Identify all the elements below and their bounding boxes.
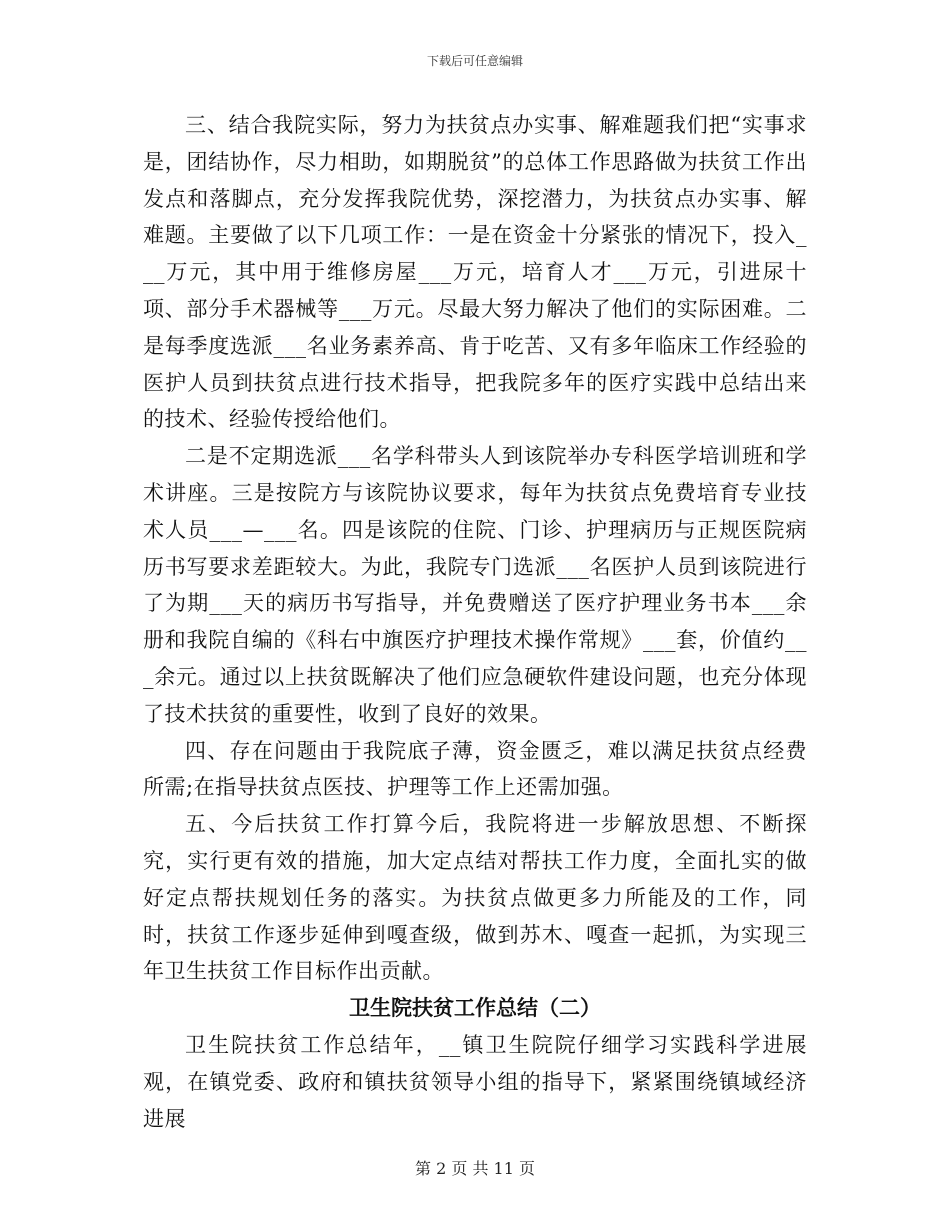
paragraph-section-three: 三、结合我院实际，努力为扶贫点办实事、解难题我们把“实事求是，团结协作，尽力相助，如期脱贫”的总体工作思路做为扶贫工作出发点和落脚点，充分发挥我院优势，深挖潜力，为扶贫点办实事、解难题。主要做了以下几项工作：一是在资金十分紧张的情况下，投入___万元，其中用于维修房屋___万元，培育人才___万元，引进尿十项、部分手术器械等___万元。尽最大努力解决了他们的实际困难。二是每季度选派___名业务素养高、肯于吃苦、又有多年临床工作经验的医护人员到扶贫点进行技术指导，把我院多年的医疗实践中总结出来的技术、经验传授给他们。: [143, 113, 807, 432]
page-header: 下载后可任意编辑: [426, 54, 523, 68]
document-body: [143, 107, 807, 1137]
paragraph-training: 二是不定期选派___名学科带头人到该院举办专科医学培训班和学术讲座。三是按院方与该院协议要求，每年为扶贫点免费培育专业技术人员___—___名。四是该院的住院、门诊、护理病历与正规医院病历书写要求差距较大。为此，我院专门选派___名医护人员到该院进行了为期___天的病历书写指导，并免费赠送了医疗护理业务书本___余册和我院自编的《科右中旗医疗护理技术操作常规》___套，价值约___余元。通过以上扶贫既解决了他们应急硬软件建设问题，也充分体现了技术扶贫的重要性，收到了良好的效果。: [143, 444, 807, 726]
section-title: 卫生院扶贫工作总结（二）: [349, 996, 601, 1021]
paragraph-section-five: 五、今后扶贫工作打算今后，我院将进一步解放思想、不断探究，实行更有效的措施，加大定点结对帮扶工作力度，全面扎实的做好定点帮扶规划任务的落实。为扶贫点做更多力所能及的工作，同时，扶贫工作逐步延伸到嘎查级，做到苏木、嘎查一起抓，为实现三年卫生扶贫工作目标作出贡献。: [143, 812, 807, 984]
page-footer: 第 2 页 共 11 页: [415, 1159, 535, 1178]
paragraph-section-four: 四、存在问题由于我院底子薄，资金匮乏，难以满足扶贫点经费所需;在指导扶贫点医技、护理等工作上还需加强。: [143, 738, 807, 800]
paragraph-summary-intro: 卫生院扶贫工作总结年，__镇卫生院院仔细学习实践科学进展观，在镇党委、政府和镇扶贫领导小组的指导下，紧紧围绕镇域经济进展: [143, 1032, 807, 1131]
